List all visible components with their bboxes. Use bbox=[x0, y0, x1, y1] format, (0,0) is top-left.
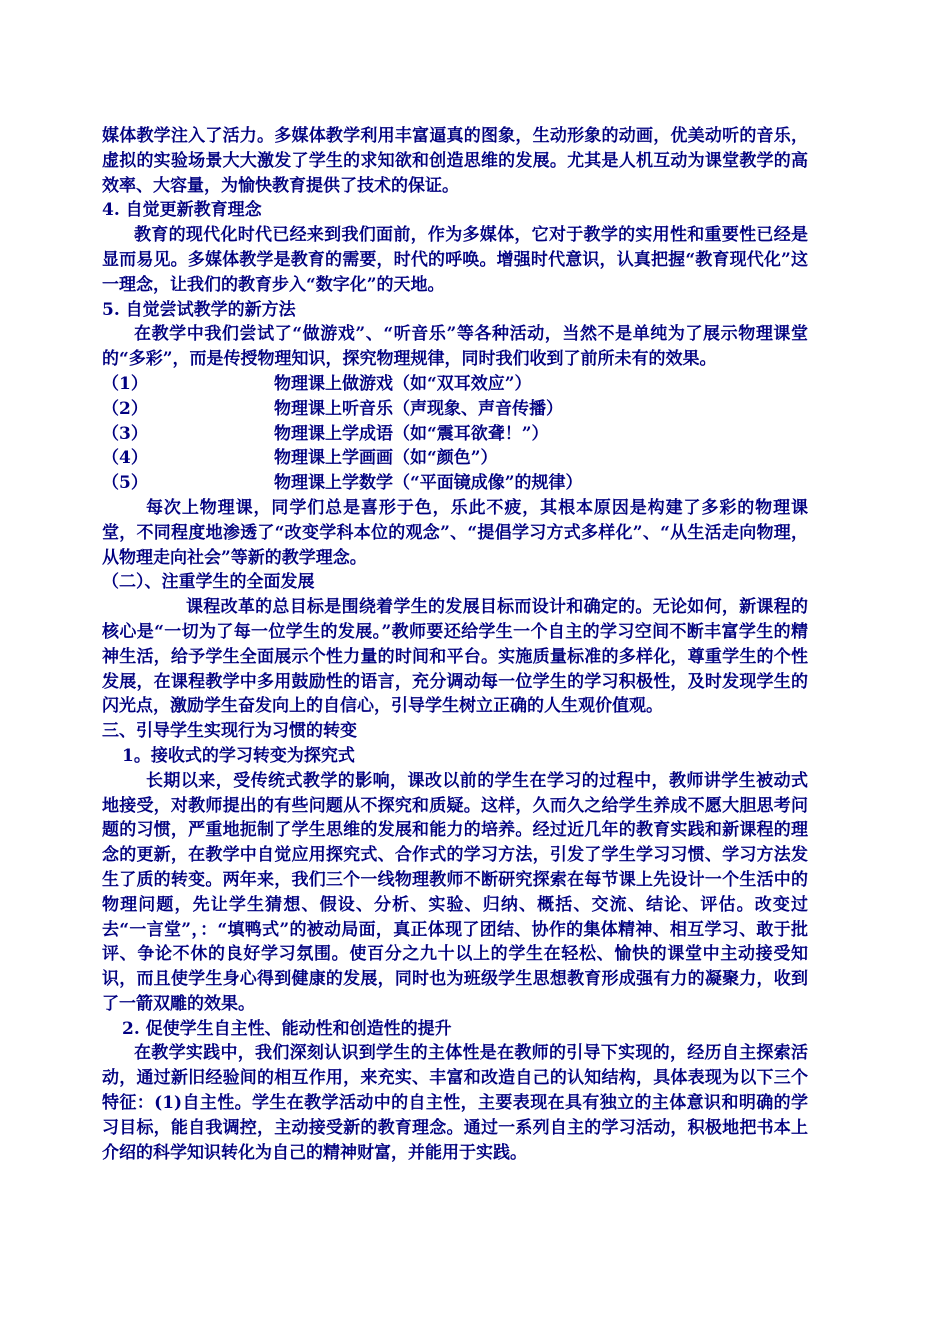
paragraph-activities: 在教学中我们尝试了“做游戏”、“听音乐”等各种活动，当然不是单纯为了展示物理课堂的“多彩”，而是传授物理知识，探究物理规律，同时我们收到了前所未有的效果。 bbox=[102, 324, 808, 370]
list-item-text: 物理课上听音乐（声现象、声音传播） bbox=[274, 398, 563, 419]
list-item-number: （1） bbox=[102, 373, 148, 394]
paragraph-colorful-class: 每次上物理课，同学们总是喜形于色，乐此不疲，其根本原因是构建了多彩的物理课堂，不同程度地渗透了“改变学科本位的观念”、“提倡学习方式多样化”、“从生活走向物理，从物理走向社会”等新的教学理念。 bbox=[102, 497, 808, 568]
heading-habit-change: 三、引导学生实现行为习惯的转变 bbox=[102, 721, 357, 742]
list-item-number: （3） bbox=[102, 423, 148, 444]
paragraph-multimedia-vitality: 媒体教学注入了活力。多媒体教学利用丰富逼真的图象，生动形象的动画，优美动听的音乐，虚拟的实验场景大大激发了学生的求知欲和创造思维的发展。尤其是人机互动为课堂教学的高效率、大容量，为愉快教育提供了技术的保证。 bbox=[102, 126, 808, 196]
list-item bbox=[102, 471, 808, 496]
heading-all-round-development: （二）、注重学生的全面发展 bbox=[102, 572, 315, 593]
list-item-text: 物理课上学数学（“平面镜成像”的规律） bbox=[274, 473, 583, 494]
list-item bbox=[102, 422, 808, 447]
list-item-number: （5） bbox=[102, 473, 148, 494]
heading-new-methods: 5. 自觉尝试教学的新方法 bbox=[102, 299, 296, 320]
paragraph-autonomy: 在教学实践中，我们深刻认识到学生的主体性是在教师的引导下实现的，经历自主探索活动，通过新旧经验间的相互作用，来充实、丰富和改造自己的认知结构，具体表现为以下三个特征：(1)自主性。学生在教学活动中的自主性，主要表现在具有独立的主体意识和明确的学习目标，能自我调控，主动接受新的教育理念。通过一系列自主的学习活动，积极地把书本上介绍的科学知识转化为自己的精神财富，并能用于实践。 bbox=[102, 1043, 808, 1163]
heading-inquiry-learning: 1。接收式的学习转变为探究式 bbox=[122, 745, 355, 766]
list-item-number: （2） bbox=[102, 398, 148, 419]
paragraph-modernization: 教育的现代化时代已经来到我们面前，作为多媒体，它对于教学的实用性和重要性已经是显而易见。多媒体教学是教育的需要，时代的呼唤。增强时代意识，认真把握“教育现代化”这一理念，让我们的教育步入“数字化”的天地。 bbox=[102, 225, 808, 295]
list-item-number: （4） bbox=[102, 448, 148, 469]
list-item bbox=[102, 372, 808, 397]
document-page bbox=[102, 124, 808, 1165]
list-item-text: 物理课上学成语（如“震耳欲聋！”） bbox=[274, 423, 549, 444]
heading-autonomy: 2. 促使学生自主性、能动性和创造性的提升 bbox=[122, 1018, 452, 1039]
list-item bbox=[102, 446, 808, 471]
paragraph-curriculum-reform: 课程改革的总目标是围绕着学生的发展目标而设计和确定的。无论如何，新课程的核心是“一切为了每一位学生的发展。”教师要还给学生一个自主的学习空间不断丰富学生的精神生活，给予学生全面展示个性力量的时间和平台。实施质量标准的多样化，尊重学生的个性发展，在课程教学中多用鼓励性的语言，充分调动每一位学生的学习积极性，及时发现学生的闪光点，激励学生奋发向上的自信心，引导学生树立正确的人生观价值观。 bbox=[102, 597, 808, 717]
heading-update-ideas: 4. 自觉更新教育理念 bbox=[102, 200, 262, 221]
list-item-text: 物理课上学画画（如“颜色”） bbox=[274, 448, 498, 469]
paragraph-inquiry-learning: 长期以来，受传统式教学的影响，课改以前的学生在学习的过程中，教师讲学生被动式地接受，对教师提出的有些问题从不探究和质疑。这样，久而久之给学生养成不愿大胆思考问题的习惯，严重地扼制了学生思维的发展和能力的培养。经过近几年的教育实践和新课程的理念的更新，在教学中自觉应用探究式、合作式的学习方法，引发了学生学习习惯、学习方法发生了质的转变。两年来，我们三个一线物理教师不断研究探索在每节课上先设计一个生活中的物理问题，先让学生猜想、假设、分析、实验、归纳、概括、交流、结论、评估。改变过去“一言堂”，：“填鸭式”的被动局面，真正体现了团结、协作的集体精神、相互学习、敢于批评、争论不休的良好学习氛围。使百分之九十以上的学生在轻松、愉快的课堂中主动接受知识，而且使学生身心得到健康的发展，同时也为班级学生思想教育形成强有力的凝聚力，收到了一箭双雕的效果。 bbox=[102, 770, 808, 1014]
list-item-text: 物理课上做游戏（如“双耳效应”） bbox=[274, 373, 532, 394]
list-item bbox=[102, 397, 808, 422]
